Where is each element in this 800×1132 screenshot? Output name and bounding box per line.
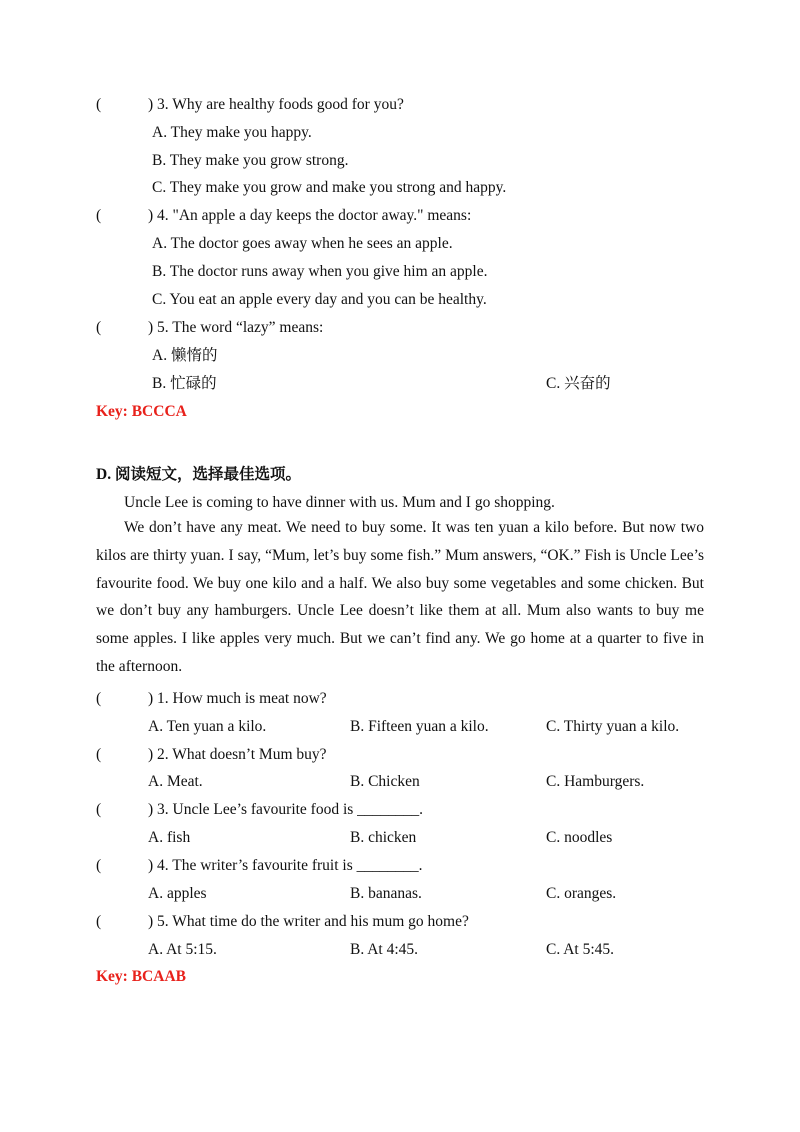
answer-paren: ( — [96, 801, 102, 818]
question-prompt: ) 5. What time do the writer and his mum go home? — [148, 913, 469, 930]
option-a: A. The doctor goes away when he sees an apple. — [152, 235, 453, 252]
question-prompt: ) 3. Uncle Lee’s favourite food is ________. — [148, 801, 424, 818]
section-heading: D. 阅读短文，选择最佳选项。 — [96, 466, 301, 483]
answer-key: Key: BCAAB — [96, 968, 186, 985]
option-b: B. 忙碌的 — [152, 375, 217, 392]
option-a: A. apples — [148, 885, 207, 902]
answer-paren: ( — [96, 690, 102, 707]
passage-paragraph-1: Uncle Lee is coming to have dinner with us. Mum and I go shopping. — [124, 494, 555, 511]
option-a: A. They make you happy. — [152, 124, 312, 141]
option-c: C. You eat an apple every day and you can be healthy. — [152, 291, 487, 308]
answer-key: Key: BCCCA — [96, 403, 187, 420]
option-b: B. chicken — [350, 829, 417, 846]
passage-paragraph-2-text: We don’t have any meat. We need to buy some. It was ten yuan a kilo before. But now two kilos are thirty yuan. I say, “Mum, let’s buy some fish.” Mum answers, “OK.” Fish is Uncle Lee’s favourite food. We buy one kilo and a half. We also buy some vegetables and some chicken. But we don’t buy any hamburgers. Uncle Lee doesn’t like them at all. Mum also wants to buy me some apples. I like apples very much. But we can’t find any. We go home at a quarter to five in the afternoon. — [96, 519, 704, 675]
question-prompt: ) 2. What doesn’t Mum buy? — [148, 746, 327, 763]
answer-paren: ( — [96, 857, 102, 874]
option-b: B. At 4:45. — [350, 941, 419, 958]
question-prompt: ) 4. "An apple a day keeps the doctor away." means: — [148, 207, 472, 224]
option-b: B. Chicken — [350, 773, 420, 790]
answer-paren: ( — [96, 96, 102, 113]
answer-paren: ( — [96, 207, 102, 224]
question-prompt: ) 5. The word “lazy” means: — [148, 319, 324, 336]
option-c: C. Hamburgers. — [546, 773, 645, 790]
option-c: C. noodles — [546, 829, 613, 846]
answer-paren: ( — [96, 913, 102, 930]
option-b: B. bananas. — [350, 885, 422, 902]
option-a: A. fish — [148, 829, 191, 846]
passage-paragraph-2 — [96, 514, 704, 681]
option-c: C. At 5:45. — [546, 941, 615, 958]
option-c: C. Thirty yuan a kilo. — [546, 718, 680, 735]
option-b: B. The doctor runs away when you give him an apple. — [152, 263, 488, 280]
option-a: A. Meat. — [148, 773, 203, 790]
option-c: C. 兴奋的 — [546, 375, 611, 392]
question-prompt: ) 4. The writer’s favourite fruit is ________. — [148, 857, 423, 874]
option-a: A. Ten yuan a kilo. — [148, 718, 267, 735]
question-prompt: ) 1. How much is meat now? — [148, 690, 327, 707]
option-a: A. At 5:15. — [148, 941, 217, 958]
option-c: C. They make you grow and make you strong and happy. — [152, 179, 507, 196]
option-b: B. They make you grow strong. — [152, 152, 349, 169]
option-a: A. 懒惰的 — [152, 347, 218, 364]
option-b: B. Fifteen yuan a kilo. — [350, 718, 489, 735]
question-prompt: ) 3. Why are healthy foods good for you? — [148, 96, 404, 113]
answer-paren: ( — [96, 746, 102, 763]
answer-paren: ( — [96, 319, 102, 336]
option-c: C. oranges. — [546, 885, 617, 902]
